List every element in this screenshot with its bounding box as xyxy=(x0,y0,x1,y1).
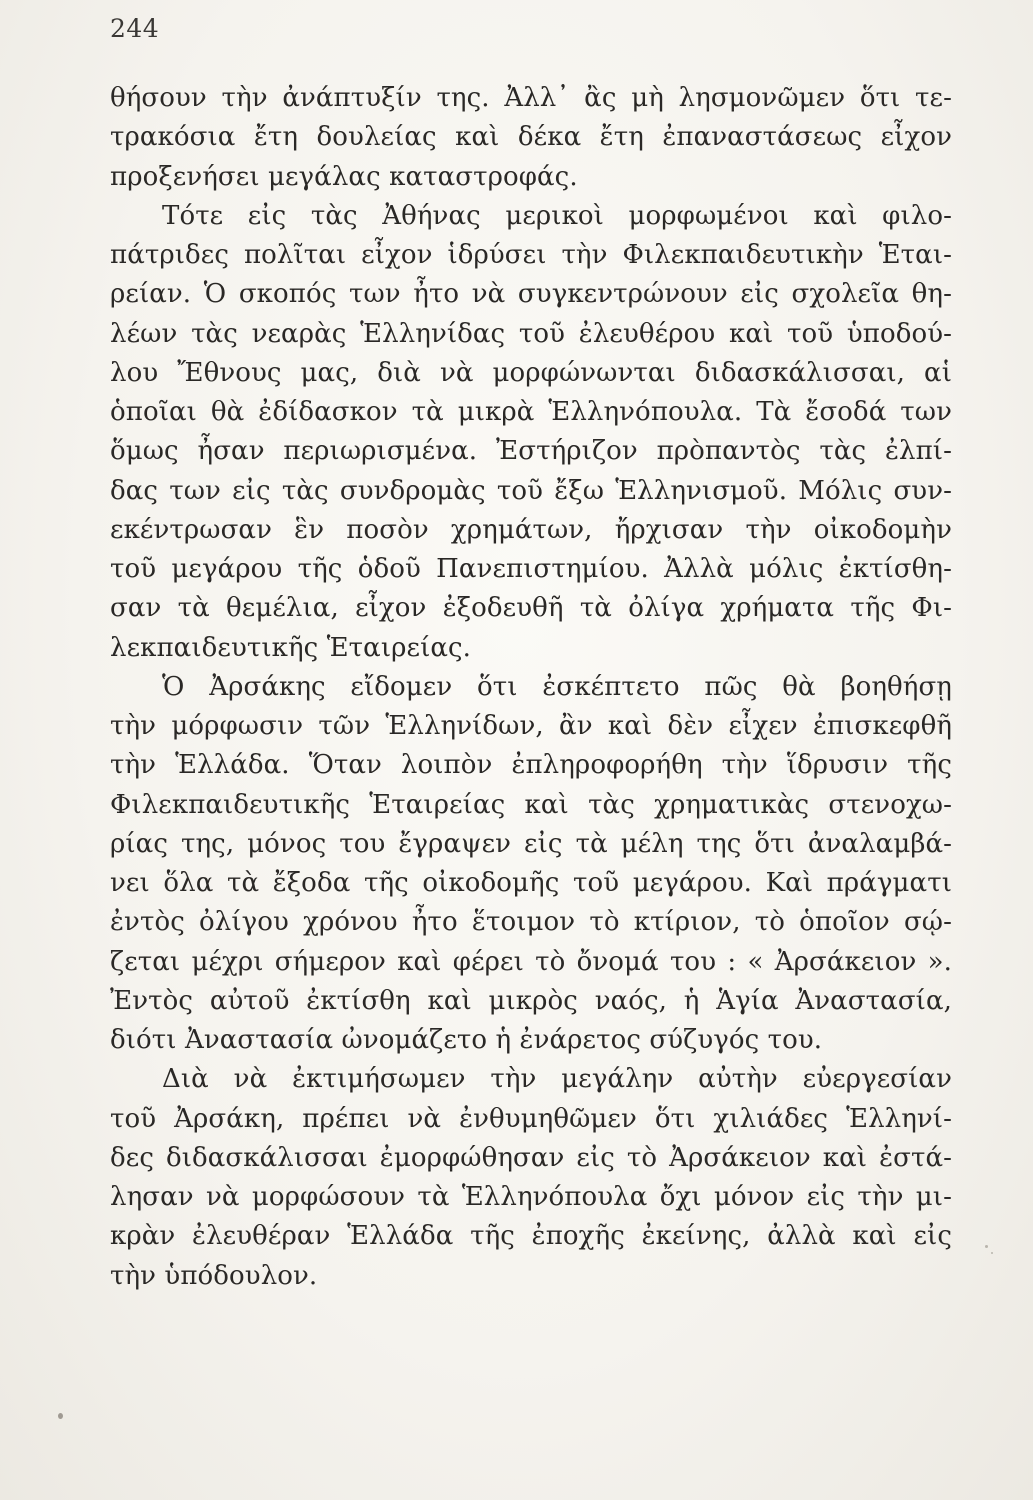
text-line: τὴν Ἑλλάδα. Ὅταν λοιπὸν ἐπληροφορήθη τὴν ἵδρυσιν τῆς xyxy=(110,750,952,781)
text-line: τοῦ μεγάρου τῆς ὁδοῦ Πανεπιστημίου. Ἀλλὰ μόλις ἐκτίσθη- xyxy=(110,554,952,584)
text-line: λου Ἔθνους μας, διὰ νὰ μορφώνωνται διδασκάλισσαι, αἱ xyxy=(110,357,952,388)
text-line: τὴν ὑπόδουλον. xyxy=(110,1260,318,1291)
text-line: θήσουν τὴν ἀνάπτυξίν της. Ἀλλ᾽ ἂς μὴ λησμονῶμεν ὅτι τε- xyxy=(110,83,952,113)
text-line: λησαν νὰ μορφώσουν τὰ Ἑλληνόπουλα ὄχι μόνον εἰς τὴν μι- xyxy=(110,1182,952,1212)
text-line: λέων τὰς νεαρὰς Ἑλληνίδας τοῦ ἐλευθέρου καὶ τοῦ ὑποδού- xyxy=(110,318,952,349)
text-line: τὴν μόρφωσιν τῶν Ἑλληνίδων, ἂν καὶ δὲν εἶχεν ἐπισκεφθῆ xyxy=(110,711,952,741)
text-line: ρείαν. Ὁ σκοπός των ἦτο νὰ συγκεντρώνουν εἰς σχολεῖα θη- xyxy=(110,279,952,310)
page-number: 244 xyxy=(110,14,160,43)
text-line: πάτριδες πολῖται εἶχον ἱδρύσει τὴν Φιλεκπαιδευτικὴν Ἑται- xyxy=(110,240,952,270)
text-line: ἐντὸς ὀλίγου χρόνου ἦτο ἕτοιμον τὸ κτίριον, τὸ ὁποῖον σῴ- xyxy=(110,907,952,938)
text-line: ζεται μέχρι σήμερον καὶ φέρει τὸ ὄνομά του : « Ἀρσάκειον ». xyxy=(110,946,952,977)
text-line: σαν τὰ θεμέλια, εἶχον ἐξοδευθῆ τὰ ὀλίγα χρήματα τῆς Φι- xyxy=(110,593,952,624)
text-line: δες διδασκάλισσαι ἐμορφώθησαν εἰς τὸ Ἀρσάκειον καὶ ἐστά- xyxy=(110,1142,952,1173)
text-line: Ὁ Ἀρσάκης εἴδομεν ὅτι ἐσκέπτετο πῶς θὰ βοηθήσῃ xyxy=(162,671,952,702)
text-line: ρίας της, μόνος του ἔγραψεν εἰς τὰ μέλη της ὅτι ἀναλαμβά- xyxy=(110,828,952,859)
text-line: ὁποῖαι θὰ ἐδίδασκον τὰ μικρὰ Ἑλληνόπουλα. Τὰ ἔσοδά των xyxy=(110,397,952,427)
body-text xyxy=(110,79,952,1296)
text-line: Ἐντὸς αὐτοῦ ἐκτίσθη καὶ μικρὸς ναός, ἡ Ἁγία Ἀναστασία, xyxy=(110,985,952,1016)
text-line: δας των εἰς τὰς συνδρομὰς τοῦ ἔξω Ἑλληνισμοῦ. Μόλις συν- xyxy=(110,475,952,506)
text-line: Τότε εἰς τὰς Ἀθήνας μερικοὶ μορφωμένοι καὶ φιλο- xyxy=(162,200,952,231)
text-line: κρὰν ἐλευθέραν Ἑλλάδα τῆς ἐποχῆς ἐκείνης, ἀλλὰ καὶ εἰς xyxy=(110,1221,952,1252)
text-line: διότι Ἀναστασία ὠνομάζετο ἡ ἐνάρετος σύζυγός του. xyxy=(110,1025,823,1055)
text-line: εκέντρωσαν ἓν ποσὸν χρημάτων, ἤρχισαν τὴν οἰκοδομὴν xyxy=(110,514,952,545)
paper-speck xyxy=(985,1245,988,1248)
text-line: τρακόσια ἔτη δουλείας καὶ δέκα ἔτη ἐπαναστάσεως εἶχον xyxy=(110,122,952,153)
paper-speck xyxy=(991,1252,993,1254)
text-line: λεκπαιδευτικῆς Ἑταιρείας. xyxy=(110,632,472,663)
text-line: τοῦ Ἀρσάκη, πρέπει νὰ ἐνθυμηθῶμεν ὅτι χιλιάδες Ἑλληνί- xyxy=(110,1103,952,1134)
text-line: νει ὅλα τὰ ἔξοδα τῆς οἰκοδομῆς τοῦ μεγάρου. Καὶ πράγματι xyxy=(110,868,952,898)
paper-speck xyxy=(58,1413,63,1419)
text-line: Φιλεκπαιδευτικῆς Ἑταιρείας καὶ τὰς χρηματικὰς στενοχω- xyxy=(110,789,952,820)
text-line: προξενήσει μεγάλας καταστροφάς. xyxy=(110,161,578,192)
text-line: Διὰ νὰ ἐκτιμήσωμεν τὴν μεγάλην αὐτὴν εὐεργεσίαν xyxy=(162,1064,952,1095)
text-line: ὅμως ἦσαν περιωρισμένα. Ἐστήριζον πρὸπαντὸς τὰς ἐλπί- xyxy=(110,436,952,467)
